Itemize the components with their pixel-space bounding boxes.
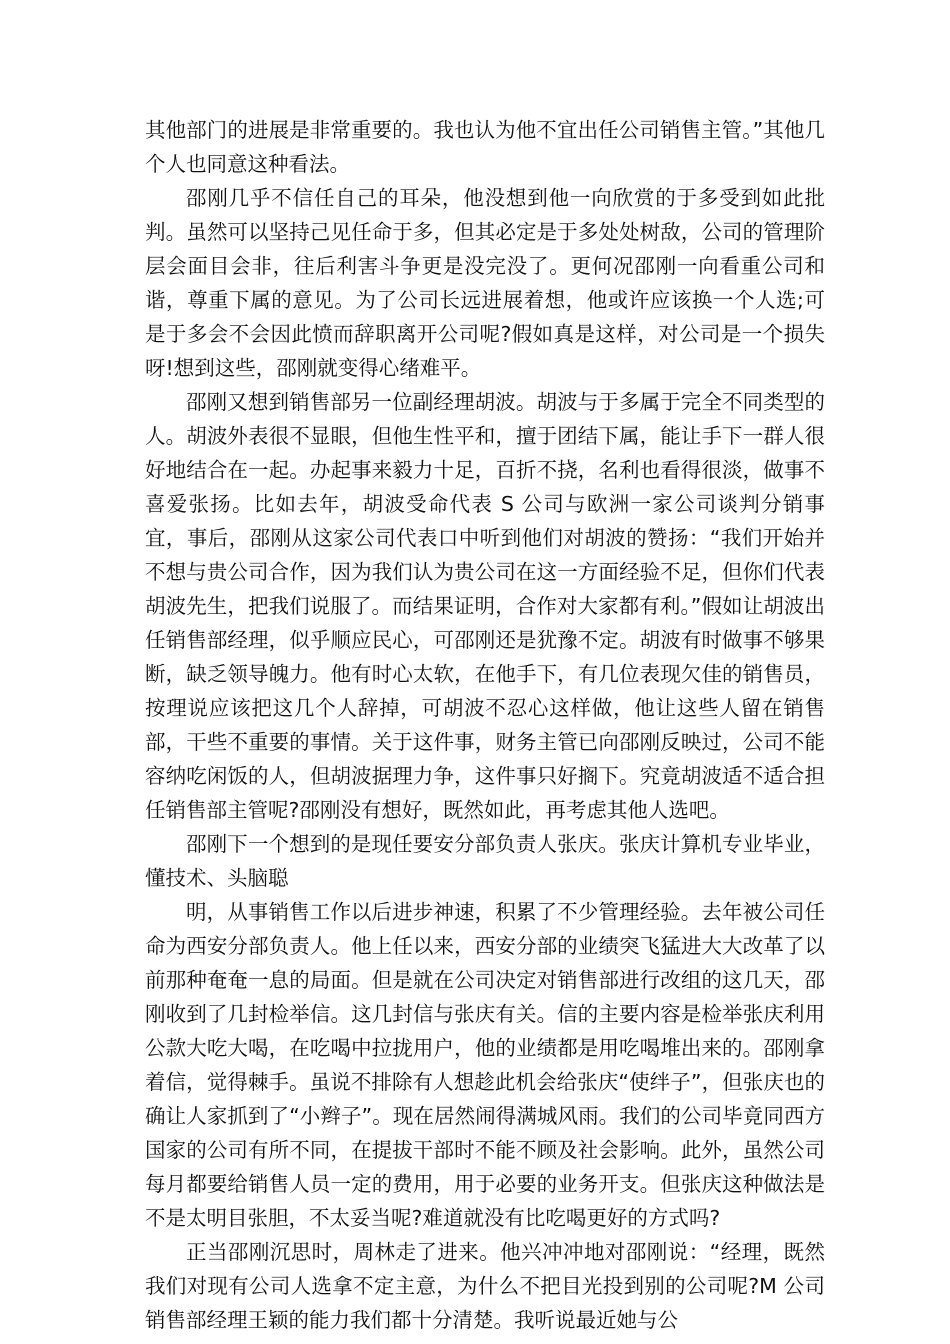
paragraph-6: 正当邵刚沉思时，周林走了进来。他兴冲冲地对邵刚说：“经理，既然我们对现有公司人选拿不定主意，为什么不把目光投到别的公司呢?M 公司销售部经理王颖的能力我们都十分清楚。我听说最近她与公 — [145, 1240, 825, 1332]
paragraph-2: 邵刚几乎不信任自己的耳朵，他没想到他一向欣赏的于多受到如此批判。虽然可以坚持己见任命于多，但其必定是于多处处树敌，公司的管理阶层会面目会非，往后利害斗争更是没完没了。更何况邵刚一向看重公司和谐，尊重下属的意见。为了公司长远进展着想，他或许应该换一个人选;可是于多会不会因此愤而辞职离开公司呢?假如真是这样，对公司是一个损失呀!想到这些，邵刚就变得心绪难平。 — [145, 186, 825, 380]
document-body — [145, 113, 825, 1337]
paragraph-4: 邵刚下一个想到的是现任要安分部负责人张庆。张庆计算机专业毕业，懂技术、头脑聪 — [145, 832, 825, 890]
paragraph-3: 邵刚又想到销售部另一位副经理胡波。胡波与于多属于完全不同类型的人。胡波外表很不显眼，但他生性平和，擅于团结下属，能让手下一群人很好地结合在一起。办起事来毅力十足，百折不挠，名利也看得很淡，做事不喜爱张扬。比如去年，胡波受命代表 S 公司与欧洲一家公司谈判分销事宜，事后，邵刚从这家公司代表口中听到他们对胡波的赞扬：“我们开始并不想与贵公司合作，因为我们认为贵公司在这一方面经验不足，但你们代表胡波先生，把我们说服了。而结果证明，合作对大家都有利。”假如让胡波出任销售部经理，似乎顺应民心，可邵刚还是犹豫不定。胡波有时做事不够果断，缺乏领导魄力。他有时心太软，在他手下，有几位表现欠佳的销售员，按理说应该把这几个人辞掉，可胡波不忍心这样做，他让这些人留在销售部，干些不重要的事情。关于这件事，财务主管已向邵刚反映过，公司不能容纳吃闲饭的人，但胡波据理力争，这件事只好搁下。究竟胡波适不适合担任销售部主管呢?邵刚没有想好，既然如此，再考虑其他人选吧。 — [145, 390, 825, 822]
paragraph-5: 明，从事销售工作以后进步神速，积累了不少管理经验。去年被公司任命为西安分部负责人。他上任以来，西安分部的业绩突飞猛进大大改革了以前那种奄奄一息的局面。但是就在公司决定对销售部进行改组的这几天，邵刚收到了几封检举信。这几封信与张庆有关。信的主要内容是检举张庆利用公款大吃大喝，在吃喝中拉拢用户，他的业绩都是用吃喝堆出来的。邵刚拿着信，觉得棘手。虽说不排除有人想趁此机会给张庆“使绊子”，但张庆也的确让人家抓到了“小辫子”。现在居然闹得满城风雨。我们的公司毕竟同西方国家的公司有所不同，在提拔干部时不能不顾及社会影响。此外，虽然公司每月都要给销售人员一定的费用，用于必要的业务开支。但张庆这种做法是不是太明目张胆，不太妥当呢?难道就没有比吃喝更好的方式吗? — [145, 900, 825, 1230]
paragraph-1: 其他部门的进展是非常重要的。我也认为他不宜出任公司销售主管。”其他几个人也同意这种看法。 — [145, 118, 825, 176]
